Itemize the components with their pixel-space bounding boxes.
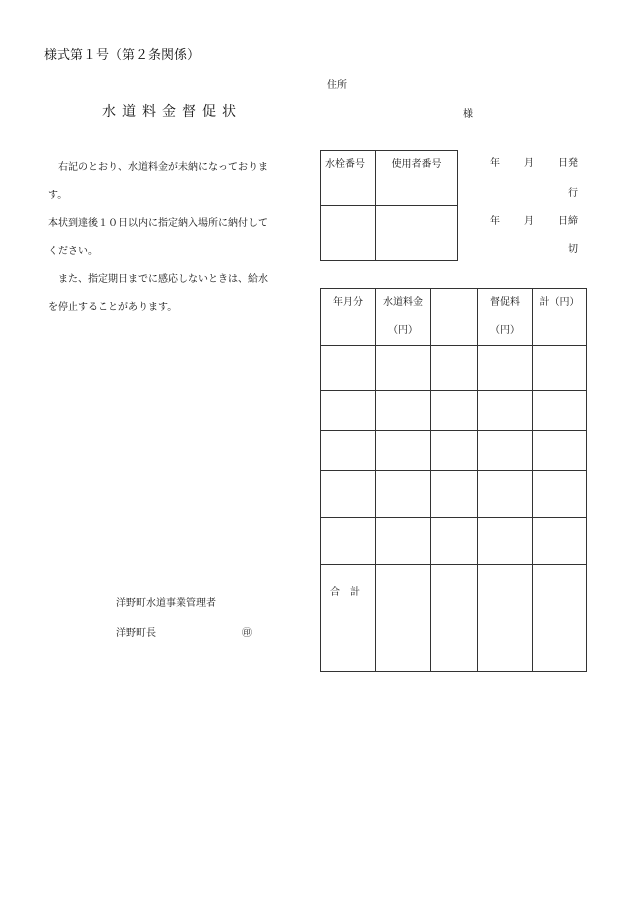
- deadline-day: 日締: [558, 216, 578, 227]
- meter-no-value: [321, 206, 376, 261]
- issue-suffix: 行: [568, 188, 578, 199]
- table-row: [321, 346, 587, 391]
- address-label: 住所: [327, 80, 347, 91]
- table-row: [321, 391, 587, 431]
- deadline-month: 月: [524, 216, 534, 227]
- issue-day: 日発: [558, 158, 578, 169]
- notice-line: 右記のとおり、水道料金が未納になっておりま: [58, 162, 268, 173]
- mayor-title: 洋野町長: [116, 628, 156, 639]
- user-no-header: 使用者番号: [376, 151, 458, 206]
- col-header: 督促料（円）: [478, 289, 533, 346]
- notice-line: ください。: [48, 246, 98, 257]
- form-number: 様式第１号（第２条関係）: [44, 48, 201, 63]
- table-row: [321, 518, 587, 565]
- meter-no-header: 水栓番号: [321, 151, 376, 206]
- total-row: [321, 565, 587, 672]
- deadline-suffix: 切: [568, 244, 578, 255]
- table-row: [321, 471, 587, 518]
- col-header: 年月分: [321, 289, 376, 346]
- col-header: 計（円）: [533, 289, 587, 346]
- total-label: 合 計: [321, 565, 376, 672]
- notice-line: を停止することがあります。: [48, 302, 178, 313]
- charges-table: [320, 288, 587, 672]
- notice-body: [48, 154, 304, 322]
- manager-title: 洋野町水道事業管理者: [116, 598, 216, 609]
- table-row: [321, 431, 587, 471]
- col-header: 水道料金（円）: [376, 289, 431, 346]
- notice-line: す。: [48, 190, 68, 201]
- notice-line: 本状到達後１０日以内に指定納入場所に納付して: [48, 218, 268, 229]
- notice-line: また、指定期日までに感応しないときは、給水: [58, 274, 268, 285]
- page-title: 水道料金督促状: [102, 104, 242, 120]
- user-no-value: [376, 206, 458, 261]
- deadline-year: 年: [490, 216, 500, 227]
- issue-month: 月: [524, 158, 534, 169]
- table-header-row: [321, 289, 587, 346]
- meter-table: [320, 150, 458, 261]
- seal-mark: ㊞: [242, 628, 252, 639]
- honorific-label: 様: [463, 109, 473, 120]
- col-header: [431, 289, 478, 346]
- issue-year: 年: [490, 158, 500, 169]
